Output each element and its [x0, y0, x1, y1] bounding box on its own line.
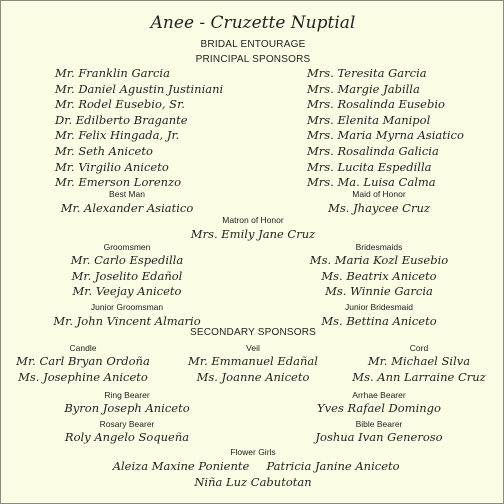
list-item: Mr. Veejay Aniceto	[72, 284, 182, 299]
list-item: Mr. Emerson Lorenzo	[55, 175, 182, 190]
candle-label: Candle	[69, 343, 97, 353]
best-man-label: Best Man	[109, 189, 145, 199]
ring-bearer-name: Byron Joseph Aniceto	[64, 401, 190, 415]
bridal-entourage-heading: BRIDAL ENTOURAGE	[200, 39, 306, 50]
list-item: Ms. Josephine Aniceto	[18, 369, 148, 384]
junior-bridesmaid-label: Junior Bridesmaid	[344, 302, 414, 312]
bible-bearer-label: Bible Bearer	[355, 419, 403, 429]
cord-list	[352, 354, 485, 385]
cord-label: Cord	[409, 343, 429, 353]
secondary-sponsors-heading: SECONDARY SPONSORS	[189, 327, 317, 338]
bible-bearer-name: Joshua Ivan Generoso	[315, 430, 443, 444]
arrhae-bearer-name: Yves Rafael Domingo	[317, 401, 441, 415]
list-item: Mrs. Ma. Luisa Calma	[307, 175, 436, 190]
flower-girl-name: Aleiza Maxine Poniente	[112, 459, 250, 473]
list-item: Mrs. Teresita Garcia	[307, 66, 427, 80]
list-item: Ms. Maria Kozl Eusebio	[309, 253, 449, 267]
list-item: Mr. Daniel Agustin Justiniani	[55, 81, 224, 96]
list-item: Mrs. Rosalinda Galicia	[307, 143, 439, 158]
matron-of-honor-label: Matron of Honor	[222, 215, 284, 225]
list-item: Mr. Seth Aniceto	[55, 143, 153, 158]
list-item: Mr. Felix Hingada, Jr.	[55, 128, 180, 143]
bridesmaids-label: Bridesmaids	[355, 242, 403, 252]
ring-bearer-label: Ring Bearer	[104, 390, 150, 400]
maid-of-honor-label: Maid of Honor	[352, 189, 406, 199]
list-item: Dr. Edilberto Bragante	[55, 112, 188, 127]
flower-girl-name: Niña Luz Cabutotan	[194, 475, 312, 489]
list-item: Mrs. Lucita Espedilla	[307, 159, 432, 174]
list-item: Mrs. Rosalinda Eusebio	[307, 97, 445, 112]
list-item: Mrs. Elenita Manipol	[307, 112, 431, 127]
list-item: Ms. Ann Larraine Cruz	[352, 369, 486, 384]
list-item: Mrs. Margie Jabilla	[307, 81, 420, 96]
list-item: Mr. Michael Silva	[367, 354, 471, 368]
rosary-bearer-label: Rosary Bearer	[99, 419, 155, 429]
list-item: Mr. Rodel Eusebio, Sr.	[55, 97, 185, 112]
bridesmaids-list	[310, 253, 448, 300]
rosary-bearer-name: Roly Angelo Soqueña	[64, 430, 190, 444]
list-item: Mr. Carl Bryan Ordoña	[16, 354, 150, 368]
list-item: Mr. Joselito Edañol	[71, 268, 183, 283]
matron-of-honor-name: Mrs. Emily Jane Cruz	[190, 227, 316, 241]
candle-list	[16, 354, 150, 385]
junior-groomsman-label: Junior Groomsman	[90, 302, 164, 312]
junior-bridesmaid-name: Ms. Bettina Aniceto	[321, 314, 437, 328]
list-item: Mr. Carlo Espedilla	[70, 253, 184, 267]
list-item: Mr. Virgilio Aniceto	[55, 159, 169, 174]
list-item: Ms. Joanne Aniceto	[196, 369, 310, 384]
veil-list	[188, 354, 318, 385]
maid-of-honor-name: Ms. Jhaycee Cruz	[328, 201, 430, 215]
flower-girl-name: Patricia Janine Aniceto	[266, 459, 400, 473]
page-title: Anee - Cruzette Nuptial	[150, 13, 356, 33]
junior-groomsman-name: Mr. John Vincent Almario	[53, 314, 201, 328]
arrhae-bearer-label: Arrhae Bearer	[352, 390, 406, 400]
best-man-name: Mr. Alexander Asiatico	[60, 201, 194, 215]
principal-sponsors-women-list	[307, 66, 464, 191]
principal-sponsors-heading: PRINCIPAL SPONSORS	[195, 54, 311, 65]
list-item: Ms. Beatrix Aniceto	[321, 268, 437, 283]
list-item: Mrs. Maria Myrna Asiatico	[307, 128, 464, 143]
veil-label: Veil	[246, 343, 260, 353]
principal-sponsors-men-list	[55, 66, 223, 191]
groomsmen-label: Groomsmen	[103, 242, 151, 252]
flower-girls-label: Flower Girls	[230, 447, 276, 457]
groomsmen-list	[71, 253, 183, 300]
list-item: Ms. Winnie Garcia	[325, 284, 433, 299]
list-item: Mr. Franklin Garcia	[55, 66, 170, 80]
list-item: Mr. Emmanuel Edañal	[188, 354, 318, 368]
